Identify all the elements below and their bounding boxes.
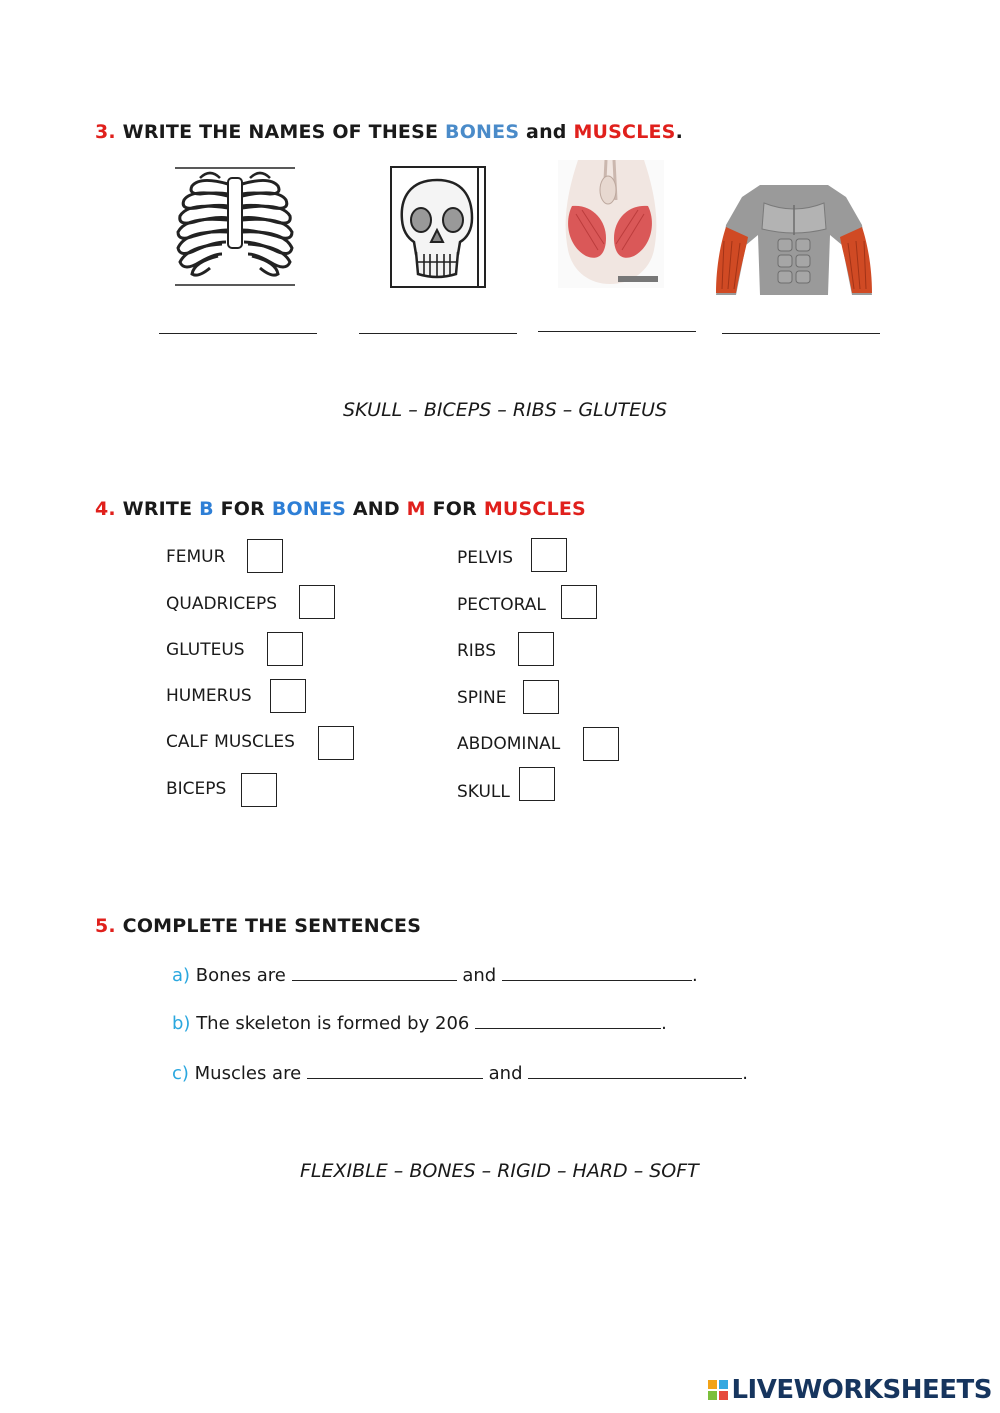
- answer-line-ribs[interactable]: [159, 333, 317, 334]
- item-label-calf-muscles: CALF MUSCLES: [166, 732, 295, 752]
- section-3-muscles: MUSCLES: [573, 121, 676, 143]
- item-label-humerus: HUMERUS: [166, 686, 252, 706]
- answer-box-calf-muscles[interactable]: [318, 726, 354, 760]
- item-label-ribs: RIBS: [457, 641, 496, 661]
- answer-box-biceps[interactable]: [241, 773, 277, 807]
- item-label-skull: SKULL: [457, 782, 510, 802]
- section-5-heading: [95, 915, 421, 937]
- sentence-a-letter: a): [172, 965, 191, 986]
- answer-box-pectoral[interactable]: [561, 585, 597, 619]
- section-3-heading: [95, 121, 683, 143]
- skull-image: [390, 166, 486, 288]
- sentence-a: [172, 965, 698, 986]
- section-4-for-1: FOR: [220, 498, 265, 520]
- section-4-heading: [95, 498, 586, 520]
- answer-box-gluteus[interactable]: [267, 632, 303, 666]
- sentence-c: [172, 1063, 748, 1084]
- sentence-a-text-2: and: [462, 965, 497, 986]
- answer-box-quadriceps[interactable]: [299, 585, 335, 619]
- section-4-for-2: FOR: [432, 498, 477, 520]
- biceps-image: [712, 185, 876, 297]
- section-4-and: AND: [352, 498, 400, 520]
- blank-a-2[interactable]: [502, 966, 692, 981]
- answer-box-skull[interactable]: [519, 767, 555, 801]
- item-label-femur: FEMUR: [166, 547, 226, 567]
- item-label-spine: SPINE: [457, 688, 507, 708]
- section-3-bones: BONES: [445, 121, 520, 143]
- section-5-number: 5.: [95, 915, 116, 937]
- blank-b-1[interactable]: [475, 1014, 661, 1029]
- answer-box-spine[interactable]: [523, 680, 559, 714]
- section-3-end: .: [675, 121, 683, 143]
- word-bank-section-3: SKULL – BICEPS – RIBS – GLUTEUS: [343, 399, 668, 421]
- answer-line-skull[interactable]: [359, 333, 517, 334]
- sentence-c-period: .: [742, 1063, 748, 1084]
- item-label-gluteus: GLUTEUS: [166, 640, 245, 660]
- sentence-a-period: .: [691, 965, 698, 986]
- sentence-c-text-1: Muscles are: [194, 1063, 302, 1084]
- sentence-c-letter: c): [172, 1063, 189, 1084]
- gluteus-image: [558, 160, 664, 288]
- section-4-number: 4.: [95, 498, 116, 520]
- sentence-c-text-2: and: [488, 1063, 523, 1084]
- item-label-abdominal: ABDOMINAL: [457, 734, 561, 754]
- word-bank-section-5: FLEXIBLE – BONES – RIGID – HARD – SOFT: [300, 1160, 699, 1182]
- item-label-quadriceps: QUADRICEPS: [166, 594, 278, 614]
- sentence-b-letter: b): [172, 1013, 191, 1034]
- sentence-b: [172, 1013, 667, 1034]
- section-4-muscles: MUSCLES: [483, 498, 586, 520]
- answer-line-biceps[interactable]: [722, 333, 880, 334]
- sentence-b-text-1: The skeleton is formed by 206: [196, 1013, 470, 1034]
- answer-box-ribs[interactable]: [518, 632, 554, 666]
- ribs-image: [170, 164, 300, 290]
- item-label-biceps: BICEPS: [166, 779, 227, 799]
- logo-text: LIVEWORKSHEETS: [731, 1375, 992, 1405]
- sentence-b-period: .: [661, 1013, 667, 1034]
- answer-box-humerus[interactable]: [270, 679, 306, 713]
- sentence-a-text-1: Bones are: [195, 965, 286, 986]
- section-3-number: 3.: [95, 121, 116, 143]
- blank-c-2[interactable]: [528, 1064, 742, 1079]
- section-5-title: COMPLETE THE SENTENCES: [122, 915, 422, 937]
- section-4-b: B: [199, 498, 214, 520]
- liveworksheets-logo: [708, 1375, 992, 1405]
- section-4-write: WRITE: [122, 498, 193, 520]
- item-label-pectoral: PECTORAL: [457, 595, 546, 615]
- answer-line-gluteus[interactable]: [538, 331, 696, 332]
- section-4-m: M: [406, 498, 426, 520]
- logo-blocks-icon: [708, 1380, 728, 1400]
- section-4-bones: BONES: [271, 498, 347, 520]
- answer-box-femur[interactable]: [247, 539, 283, 573]
- section-3-pre: WRITE THE NAMES OF THESE: [122, 121, 439, 143]
- answer-box-abdominal[interactable]: [583, 727, 619, 761]
- answer-box-pelvis[interactable]: [531, 538, 567, 572]
- item-label-pelvis: PELVIS: [457, 548, 514, 568]
- blank-a-1[interactable]: [292, 966, 457, 981]
- section-3-and: and: [526, 121, 567, 143]
- blank-c-1[interactable]: [307, 1064, 483, 1079]
